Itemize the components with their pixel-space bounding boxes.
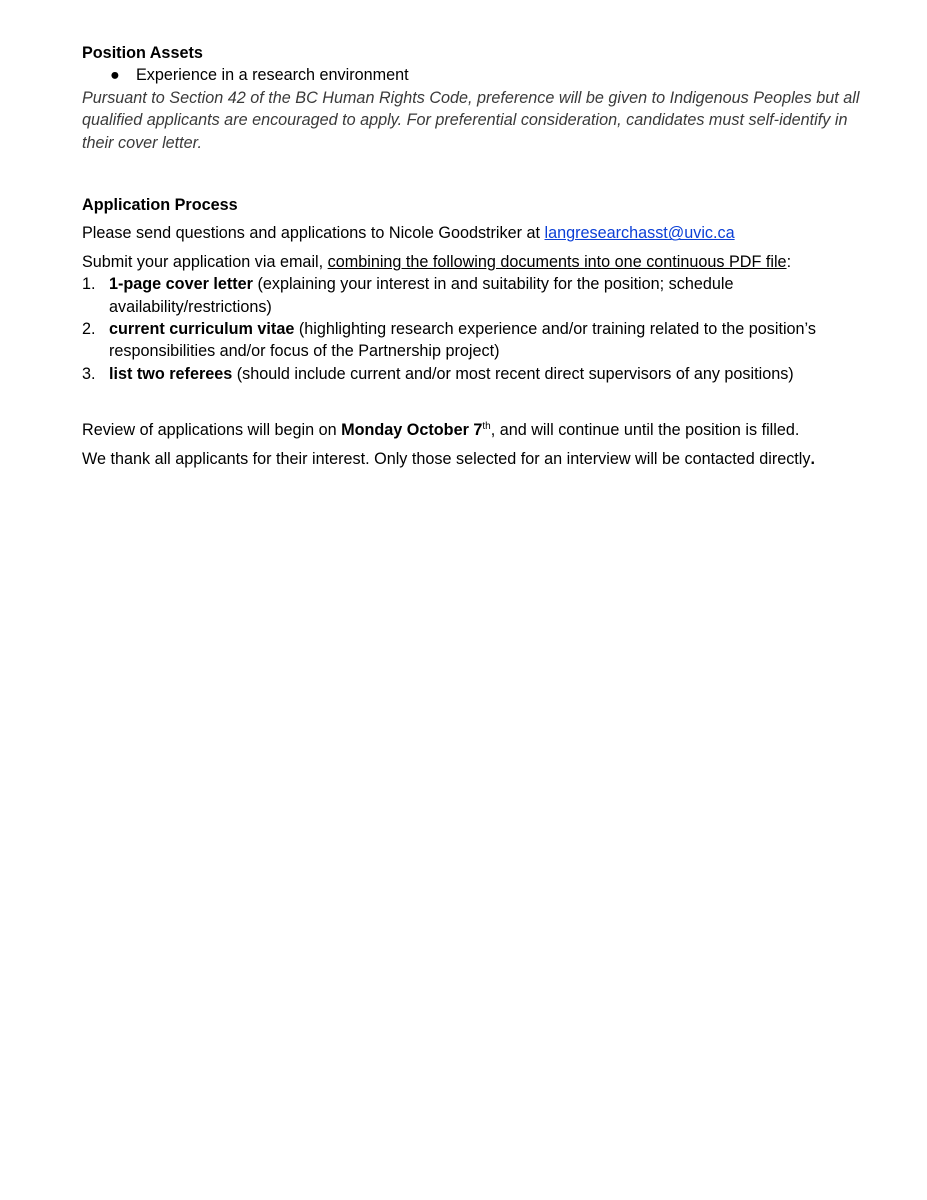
- list-number: 2.: [82, 320, 96, 339]
- review-date-suffix: th: [482, 421, 491, 433]
- item-description: (explaining your interest in and suitability for the position; schedule availability/restrictions): [109, 275, 734, 316]
- thanks-text: We thank all applicants for their interest. Only those selected for an interview will be contacted directly: [82, 449, 811, 468]
- review-suffix: , and will continue until the position is filled.: [490, 421, 800, 440]
- item-description: (highlighting research experience and/or training related to the position’s responsibilities and/or focus of the Partnership project): [109, 320, 816, 361]
- submit-underlined-text: combining the following documents into one continuous PDF file: [327, 252, 787, 271]
- bullet-icon: ●: [110, 66, 120, 85]
- application-process-heading: Application Process: [82, 196, 238, 215]
- bullet-text: Experience in a research environment: [136, 66, 409, 85]
- item-title: current curriculum vitae: [109, 320, 295, 339]
- email-link[interactable]: langresearchasst@uvic.ca: [544, 224, 735, 243]
- list-item: [82, 363, 872, 385]
- preference-note: Pursuant to Section 42 of the BC Human Rights Code, preference will be given to Indigenous Peoples but all qualified applicants are encouraged to apply. For preferential consideration, candidates must self-identify in their cover letter.: [82, 88, 860, 152]
- item-title: list two referees: [109, 364, 233, 383]
- position-assets-list: [82, 64, 872, 86]
- list-item: [82, 64, 872, 86]
- list-item: [82, 318, 872, 363]
- documents-list: [82, 273, 872, 385]
- review-date: Monday October 7: [341, 421, 483, 440]
- list-number: 3.: [82, 364, 96, 383]
- item-description: (should include current and/or most recent direct supervisors of any positions): [232, 364, 794, 383]
- review-statement: [82, 419, 872, 441]
- item-title: 1-page cover letter: [109, 275, 253, 294]
- submit-suffix: :: [786, 252, 792, 271]
- contact-line: [82, 222, 872, 244]
- contact-text: Please send questions and applications to Nicole Goodstriker at: [82, 224, 545, 243]
- list-number: 1.: [82, 275, 96, 294]
- submit-text: Submit your application via email,: [82, 252, 328, 271]
- thanks-period: .: [810, 449, 815, 468]
- document-page: [82, 42, 872, 470]
- application-process-section: [82, 194, 872, 385]
- review-prefix: Review of applications will begin on: [82, 421, 342, 440]
- list-item: [82, 273, 872, 318]
- thanks-statement: [82, 448, 872, 470]
- submit-instructions: [82, 251, 872, 273]
- position-assets-heading: Position Assets: [82, 44, 203, 62]
